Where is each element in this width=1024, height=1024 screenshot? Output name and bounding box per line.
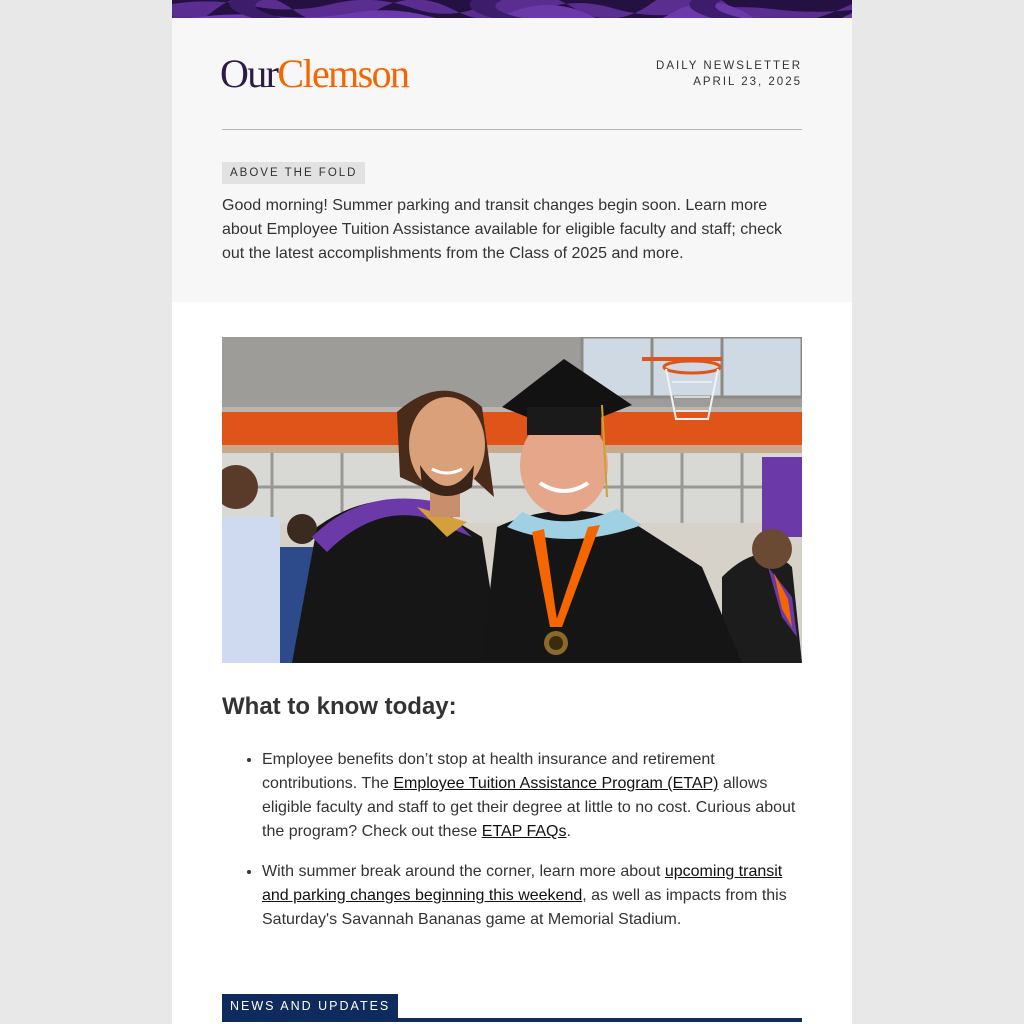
- item1-text-middle: allows eligible faculty and staff to get their degree at little to no cost. Curious about the program? Check out these: [262, 775, 796, 840]
- transit-parking-link[interactable]: upcoming transit and parking changes beginning this weekend: [262, 863, 783, 904]
- header-divider: [222, 129, 802, 130]
- what-to-know-heading: What to know today:: [222, 693, 457, 720]
- tiger-stripe-banner: [172, 0, 852, 18]
- graduates-photo: [222, 337, 802, 663]
- intro-paragraph: Good morning! Summer parking and transit changes begin soon. Learn more about Employee Tuition Assistance available for eligible faculty and staff; check out the latest accomplishments from the Class of 2025 and more.: [222, 197, 783, 262]
- logo-our: Our: [220, 51, 278, 96]
- news-divider: [222, 1018, 802, 1022]
- item2-text-before: With summer break around the corner, learn more about: [262, 863, 665, 880]
- newsletter-meta: [656, 58, 802, 90]
- item1-text-before: Employee benefits don’t stop at health insurance and retirement contributions. The: [262, 751, 715, 792]
- logo-clemson: Clemson: [277, 51, 409, 96]
- item1-text-after: .: [566, 823, 571, 840]
- news-and-updates-label: NEWS AND UPDATES: [222, 994, 398, 1018]
- list-item: [262, 860, 802, 932]
- know-today-list: [222, 748, 802, 948]
- item2-text-after: , as well as impacts from this Saturday's Savannah Bananas game at Memorial Stadium.: [262, 887, 787, 928]
- header-section: [172, 18, 852, 302]
- list-item: [262, 748, 802, 844]
- newsletter-date: APRIL 23, 2025: [693, 76, 802, 88]
- ourclemson-logo[interactable]: [220, 50, 408, 98]
- newsletter-label: DAILY NEWSLETTER: [656, 60, 802, 72]
- etap-faqs-link[interactable]: ETAP FAQs: [481, 823, 567, 840]
- news-and-updates-header: [222, 994, 802, 1024]
- newsletter-page: [172, 0, 852, 1024]
- etap-program-link[interactable]: Employee Tuition Assistance Program (ETAP): [393, 775, 719, 792]
- above-the-fold-label: ABOVE THE FOLD: [222, 162, 365, 184]
